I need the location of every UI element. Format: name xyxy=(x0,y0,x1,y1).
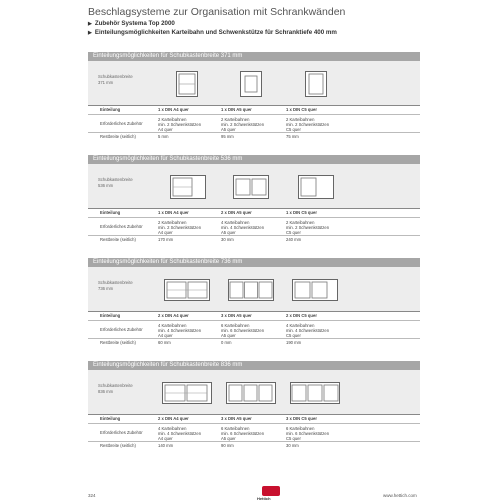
section-title: Einteilungsmöglichkeiten für Schubkastenbreite 371 mm xyxy=(88,52,420,61)
drawer-diagram xyxy=(164,279,210,301)
section-title: Einteilungsmöglichkeiten für Schubkastenbreite 736 mm xyxy=(88,258,420,267)
col-head: 1 x DIN A4 quer xyxy=(158,107,189,112)
table-cell: 0 mm xyxy=(221,340,232,345)
table-row xyxy=(88,441,420,450)
table-row xyxy=(88,320,420,338)
drawer-diagram xyxy=(162,382,212,404)
row-label: Restbreite (seitlich) xyxy=(100,443,136,448)
subtitle-line-1: ▶ Zubehör Systema Top 2000 xyxy=(88,20,175,27)
col-head: 2 x DIN A4 quer xyxy=(158,313,189,318)
table-cell: 95 mm xyxy=(221,134,234,139)
section-536 xyxy=(88,155,420,244)
section-736 xyxy=(88,258,420,347)
section-title: Einteilungsmöglichkeiten für Schubkastenbreite 836 mm xyxy=(88,361,420,370)
table-row xyxy=(88,114,420,132)
section-title: Einteilungsmöglichkeiten für Schubkastenbreite 536 mm xyxy=(88,155,420,164)
table-cell: 90 mm xyxy=(221,443,234,448)
table-cell: 2 Karteibahnen min. 2 Schwenkstützen A4 quer xyxy=(158,117,202,132)
col-head: 2 x DIN C5 quer xyxy=(286,313,317,318)
table-cell: 2 Karteibahnen min. 2 Schwenkstützen A4 quer xyxy=(158,220,202,235)
website-url: www.hettich.com xyxy=(383,493,417,498)
row-label: Erforderliches Zubehör xyxy=(100,430,143,435)
table-header-row xyxy=(88,105,420,114)
row-label: Erforderliches Zubehör xyxy=(100,327,143,332)
row-label: Restbreite (seitlich) xyxy=(100,340,136,345)
col-label: Einteilung xyxy=(100,313,121,318)
drawer-diagram xyxy=(292,279,338,301)
col-head: 3 x DIN A5 quer xyxy=(221,416,252,421)
table-header-row xyxy=(88,414,420,423)
page-title: Beschlagsysteme zur Organisation mit Schrankwänden xyxy=(88,6,346,18)
table-row xyxy=(88,217,420,235)
table-cell: 2 Karteibahnen min. 2 Schwenkstützen C5 quer xyxy=(286,220,330,235)
table-cell: 60 mm xyxy=(158,340,171,345)
drawing-row xyxy=(88,370,420,414)
col-head: 2 x DIN A5 quer xyxy=(221,210,252,215)
table-cell: 75 mm xyxy=(286,134,299,139)
table-header-row xyxy=(88,311,420,320)
drawer-diagram xyxy=(240,71,262,97)
row-label: Restbreite (seitlich) xyxy=(100,134,136,139)
drawer-width-label: Schubkastenbreite 836 mm xyxy=(98,383,133,394)
section-836 xyxy=(88,361,420,450)
drawer-diagram xyxy=(233,175,269,199)
row-label: Erforderliches Zubehör xyxy=(100,121,143,126)
row-label: Restbreite (seitlich) xyxy=(100,237,136,242)
subtitle-line-2: ▶ Einteilungsmöglichkeiten Karteibahn und Schwenkstütze für Schranktiefe 400 mm xyxy=(88,29,337,36)
table-cell: 30 mm xyxy=(221,237,234,242)
section-371 xyxy=(88,52,420,141)
drawer-width-label: Schubkastenbreite 371 mm xyxy=(98,74,133,85)
table-cell: 240 mm xyxy=(286,237,302,242)
table-cell: 2 Karteibahnen min. 2 Schwenkstützen C5 quer xyxy=(286,117,330,132)
drawer-diagram xyxy=(228,279,274,301)
drawer-diagram xyxy=(226,382,276,404)
table-cell: 6 Karteibahnen min. 6 Schwenkstützen A5 quer xyxy=(221,426,265,441)
drawer-diagram xyxy=(290,382,340,404)
table-cell: 190 mm xyxy=(286,340,302,345)
table-cell: 4 Karteibahnen min. 4 Schwenkstützen A5 quer xyxy=(221,220,265,235)
drawing-row xyxy=(88,61,420,105)
table-cell: 4 Karteibahnen min. 4 Schwenkstützen C5 quer xyxy=(286,323,330,338)
table-cell: 6 Karteibahnen min. 6 Schwenkstützen C5 quer xyxy=(286,426,330,441)
drawer-diagram xyxy=(176,71,198,97)
table-cell: 4 Karteibahnen min. 4 Schwenkstützen A4 quer xyxy=(158,426,202,441)
col-label: Einteilung xyxy=(100,210,121,215)
table-cell: 5 mm xyxy=(158,134,169,139)
drawer-diagram xyxy=(298,175,334,199)
table-cell: 30 mm xyxy=(286,443,299,448)
col-head: 1 x DIN C5 quer xyxy=(286,107,317,112)
table-row xyxy=(88,338,420,347)
table-row xyxy=(88,132,420,141)
table-header-row xyxy=(88,208,420,217)
table-row xyxy=(88,423,420,441)
col-head: 1 x DIN C5 quer xyxy=(286,210,317,215)
col-head: 1 x DIN A5 quer xyxy=(221,107,252,112)
row-label: Erforderliches Zubehör xyxy=(100,224,143,229)
hettich-logo xyxy=(262,486,280,496)
table-cell: 6 Karteibahnen min. 6 Schwenkstützen A5 quer xyxy=(221,323,265,338)
page-number: 324 xyxy=(88,493,96,498)
col-label: Einteilung xyxy=(100,107,121,112)
drawing-row xyxy=(88,164,420,208)
logo-text: Hettich xyxy=(257,496,271,501)
table-cell: 140 mm xyxy=(158,443,174,448)
col-head: 1 x DIN A4 quer xyxy=(158,210,189,215)
col-head: 3 x DIN C5 quer xyxy=(286,416,317,421)
drawer-width-label: Schubkastenbreite 536 mm xyxy=(98,177,133,188)
table-cell: 2 Karteibahnen min. 2 Schwenkstützen A5 quer xyxy=(221,117,265,132)
table-cell: 4 Karteibahnen min. 4 Schwenkstützen A4 quer xyxy=(158,323,202,338)
col-head: 3 x DIN A5 quer xyxy=(221,313,252,318)
table-cell: 170 mm xyxy=(158,237,174,242)
col-label: Einteilung xyxy=(100,416,121,421)
table-row xyxy=(88,235,420,244)
drawer-width-label: Schubkastenbreite 736 mm xyxy=(98,280,133,291)
drawing-row xyxy=(88,267,420,311)
drawer-diagram xyxy=(305,71,327,97)
drawer-diagram xyxy=(170,175,206,199)
col-head: 2 x DIN A4 quer xyxy=(158,416,189,421)
